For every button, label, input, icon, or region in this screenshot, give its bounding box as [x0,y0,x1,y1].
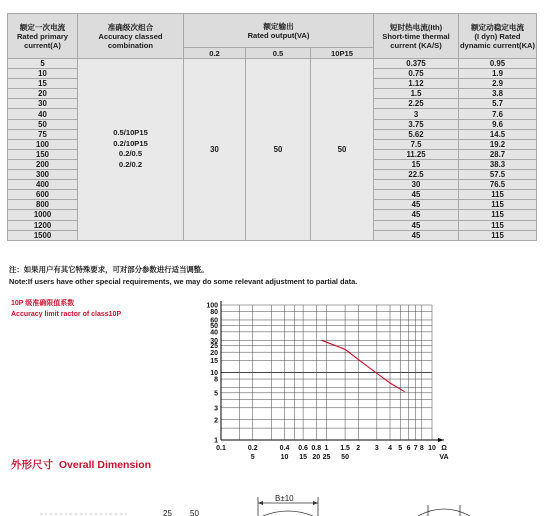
accuracy-combination: 0.2/0.5 [118,149,143,159]
cell-thermal: 0.75 [374,69,459,79]
header-accuracy: 准确级次组合 Accuracy classed combination [78,14,184,59]
cell-current: 1000 [8,210,78,220]
accuracy-combination: 0.2/10P15 [113,138,148,148]
cell-current: 5 [8,59,78,69]
cell-thermal: 3 [374,109,459,119]
x-tick-label-ohm: Ω [441,445,447,452]
x-tick-label-ohm: 0.1 [216,445,226,452]
x-tick-label-ohm: 0.8 [311,445,322,452]
y-tick-label: 10 [210,370,218,378]
note-en: Note:If users have other special requirements, we may do some relevant adjustment to partial data. [9,277,358,286]
header-short-time: 短时热电流(Ith) Short-time thermal current (KA/S) [374,14,459,59]
y-tick-label: 8 [214,376,218,384]
x-tick-label-ohm: 0.2 [247,445,258,452]
header-rated-primary: 额定一次电流 Rated primary current(A) [8,14,78,59]
cell-dynamic: 14.5 [459,129,537,139]
cell-thermal: 30 [374,180,459,190]
cell-thermal: 45 [374,200,459,210]
x-tick-label-ohm: 1.5 [340,445,350,452]
y-tick-label: 40 [210,329,218,337]
cell-current: 150 [8,149,78,159]
y-tick-label: 1 [214,437,218,445]
cell-dynamic: 57.5 [459,170,537,180]
x-tick-label-ohm: 0.6 [298,445,308,452]
y-tick-label: 50 [210,322,218,330]
accuracy-combination: 0.2/0.2 [118,159,143,169]
body-outline-side [418,509,470,516]
cell-current: 40 [8,109,78,119]
x-tick-label-ohm: 2 [356,445,361,452]
x-tick-label-va: 50 [341,454,349,461]
cell-dynamic: 7.6 [459,109,537,119]
header-sub-10p15: 10P15 [311,48,374,59]
label-25: 25 [163,509,172,516]
x-tick-label-ohm: 6 [406,445,411,452]
dimension-arrow-left [258,501,263,505]
cell-thermal: 5.62 [374,129,459,139]
cell-dynamic: 115 [459,220,537,230]
x-tick-label-ohm: 10 [428,445,436,452]
label-b: B±10 [275,494,294,503]
cell-current: 30 [8,99,78,109]
x-tick-label-ohm: 5 [398,445,403,452]
accuracy-combination: 0.5/10P15 [113,128,148,138]
y-tick-label: 60 [210,317,218,325]
cell-dynamic: 3.8 [459,89,537,99]
x-tick-label-va: 25 [322,454,331,461]
cell-thermal: 1.12 [374,79,459,89]
cell-dynamic: 19.2 [459,139,537,149]
cell-thermal: 1.5 [374,89,459,99]
dimension-arrow-right [313,501,318,505]
cell-dynamic: 0.95 [459,59,537,69]
cell-current: 1200 [8,220,78,230]
x-tick-label-ohm: 3 [374,445,379,452]
x-tick-label-va: 5 [250,454,255,461]
x-tick-label-ohm: 0.4 [279,445,290,452]
chart-title-cn: 10P 级准确限值系数 [11,300,75,307]
cell-thermal: 2.25 [374,99,459,109]
cell-current: 1500 [8,230,78,240]
cell-output-0-5: 50 [246,59,311,241]
cell-current: 75 [8,129,78,139]
cell-thermal: 45 [374,230,459,240]
cell-current: 600 [8,190,78,200]
cell-thermal: 45 [374,220,459,230]
dimension-title-en: Overall Dimension [58,459,152,471]
cell-thermal: 3.75 [374,119,459,129]
y-tick-label: 100 [206,302,218,310]
y-tick-label: 3 [214,405,218,413]
cell-dynamic: 1.9 [459,69,537,79]
cell-current: 800 [8,200,78,210]
cell-thermal: 45 [374,190,459,200]
cell-current: 200 [8,159,78,169]
cell-thermal: 0.375 [374,59,459,69]
y-tick-label: 25 [210,343,218,351]
cell-dynamic: 115 [459,190,537,200]
cell-dynamic: 115 [459,230,537,240]
x-tick-label-ohm: 4 [388,445,392,452]
y-tick-label: 20 [210,349,218,357]
cell-current: 15 [8,79,78,89]
cell-dynamic: 38.3 [459,159,537,169]
y-tick-label: 2 [214,417,218,425]
y-tick-label: 80 [210,309,218,317]
dimension-title-cn: 外形尺寸 [11,459,53,471]
cell-dynamic: 28.7 [459,149,537,159]
body-outline-front [263,511,313,516]
header-sub-0-5: 0.5 [246,48,311,59]
cell-dynamic: 115 [459,200,537,210]
cell-thermal: 22.5 [374,170,459,180]
chart-title-en: Accuracy limit ractor of class10P [11,311,122,318]
cell-dynamic: 9.6 [459,119,537,129]
cell-current: 100 [8,139,78,149]
x-tick-label-ohm: 8 [419,445,424,452]
cell-output-10p15: 50 [311,59,374,241]
cell-dynamic: 2.9 [459,79,537,89]
y-tick-label: 15 [210,358,218,366]
x-tick-label-ohm: 7 [413,445,418,452]
header-dynamic: 额定动稳定电流 (I dyn) Rated dynamic current(KA) [459,14,537,59]
cell-current: 10 [8,69,78,79]
y-tick-label: 30 [210,337,218,345]
cell-thermal: 15 [374,159,459,169]
cell-current: 300 [8,170,78,180]
y-tick-label: 5 [214,390,218,398]
x-tick-label-va: VA [439,454,449,461]
cell-thermal: 45 [374,210,459,220]
header-rated-output: 额定输出 Rated output(VA) [184,14,374,48]
header-sub-0-2: 0.2 [184,48,246,59]
note-cn: 注：如果用户有其它特殊要求，可对部分参数进行适当调整。 [9,265,209,274]
cell-thermal: 7.5 [374,139,459,149]
x-tick-label-va: 20 [312,454,321,461]
cell-dynamic: 5.7 [459,99,537,109]
cell-dynamic: 115 [459,210,537,220]
cell-output-0-2: 30 [184,59,246,241]
cell-thermal: 11.25 [374,149,459,159]
label-50: 50 [190,509,199,516]
cell-current: 50 [8,119,78,129]
cell-current: 20 [8,89,78,99]
x-tick-label-ohm: 1 [324,445,329,452]
cell-dynamic: 76.5 [459,180,537,190]
x-tick-label-va: 10 [280,454,289,461]
x-tick-label-va: 15 [299,454,307,461]
cell-current: 400 [8,180,78,190]
